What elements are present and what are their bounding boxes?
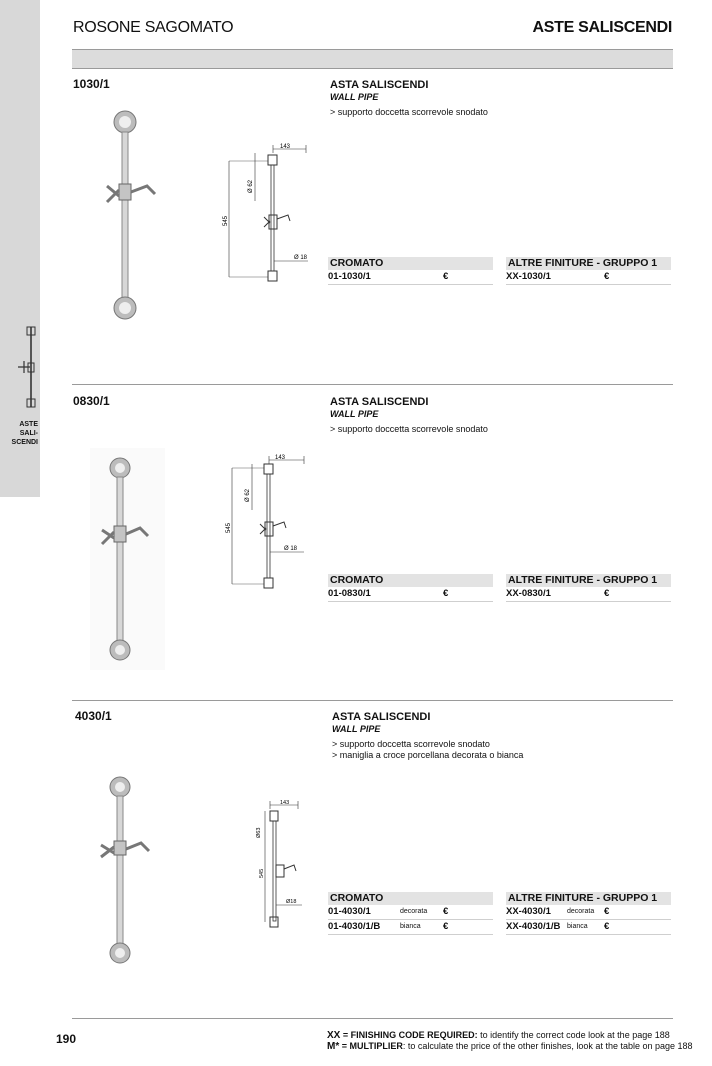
multiplier-note: M* = MULTIPLIER: to calculate the price of the other finishes, look at the table on page 188 bbox=[327, 1041, 693, 1052]
table-row bbox=[328, 905, 493, 920]
table-row bbox=[328, 920, 493, 935]
article-code: 01-0830/1 bbox=[328, 588, 371, 599]
price-cell: € bbox=[604, 588, 610, 599]
article-code: XX-1030/1 bbox=[506, 271, 551, 282]
price-table-chromed bbox=[328, 892, 493, 935]
feature-item: > supporto doccetta scorrevole snodato bbox=[330, 107, 488, 117]
dim-width: 143 bbox=[280, 144, 291, 150]
product-subtitle: WALL PIPE bbox=[332, 724, 381, 734]
price-cell: € bbox=[604, 271, 610, 282]
finishing-code-note: XX = FINISHING CODE REQUIRED: to identify the correct code look at the page 188 bbox=[327, 1030, 670, 1041]
product-title: ASTA SALISCENDI bbox=[332, 711, 431, 723]
product-photo bbox=[95, 108, 175, 323]
product-code: 4030/1 bbox=[75, 709, 112, 723]
dim-bar: Ø 18 bbox=[284, 546, 298, 552]
price-table-other-finishes bbox=[506, 892, 671, 935]
header-bar bbox=[72, 49, 673, 69]
feature-item: > supporto doccetta scorrevole snodato bbox=[332, 739, 490, 749]
dim-rosette: Ø 62 bbox=[245, 488, 251, 502]
article-code: 01-4030/1 bbox=[328, 906, 371, 917]
price-table-other-finishes bbox=[506, 257, 671, 285]
product-photo bbox=[95, 773, 165, 968]
article-code: XX-0830/1 bbox=[506, 588, 551, 599]
variant-label: decorata bbox=[567, 908, 595, 915]
product-title: ASTA SALISCENDI bbox=[330, 396, 429, 408]
footer-divider bbox=[72, 1018, 673, 1019]
price-cell: € bbox=[604, 921, 610, 932]
technical-drawing bbox=[250, 797, 310, 932]
page-number: 190 bbox=[56, 1032, 77, 1046]
article-code: 01-4030/1/B bbox=[328, 921, 381, 932]
table-row bbox=[506, 920, 671, 935]
dim-height: 545 bbox=[259, 868, 265, 878]
wall-pipe-icon bbox=[10, 325, 40, 410]
article-code: 01-1030/1 bbox=[328, 271, 371, 282]
dim-width: 143 bbox=[280, 800, 290, 806]
technical-drawing bbox=[222, 452, 317, 592]
table-header: CROMATO bbox=[328, 892, 493, 905]
article-code: XX-4030/1 bbox=[506, 906, 551, 917]
price-table-chromed bbox=[328, 257, 493, 285]
section-divider bbox=[72, 700, 673, 701]
feature-item: > supporto doccetta scorrevole snodato bbox=[330, 424, 488, 434]
price-cell: € bbox=[443, 588, 449, 599]
table-header: ALTRE FINITURE - GRUPPO 1 bbox=[506, 574, 671, 587]
side-tab-label: ASTE SALI- SCENDI bbox=[11, 421, 38, 446]
variant-label: bianca bbox=[400, 923, 421, 930]
category-title: ASTE SALISCENDI bbox=[532, 19, 672, 36]
product-subtitle: WALL PIPE bbox=[330, 92, 379, 102]
feature-item: > maniglia a croce porcellana decorata o bianca bbox=[332, 750, 524, 760]
dim-bar: Ø 18 bbox=[294, 255, 308, 261]
article-code: XX-4030/1/B bbox=[506, 921, 561, 932]
dim-height: 545 bbox=[226, 522, 232, 533]
table-row bbox=[328, 587, 493, 602]
dim-width: 143 bbox=[275, 455, 286, 461]
technical-drawing bbox=[218, 143, 313, 283]
table-header: ALTRE FINITURE - GRUPPO 1 bbox=[506, 257, 671, 270]
product-code: 1030/1 bbox=[73, 77, 110, 91]
product-code: 0830/1 bbox=[73, 394, 110, 408]
section-title: ROSONE SAGOMATO bbox=[73, 19, 234, 36]
dim-rosette: Ø 62 bbox=[248, 179, 254, 193]
dim-height: 545 bbox=[223, 215, 229, 226]
variant-label: bianca bbox=[567, 923, 588, 930]
dim-rosette: Ø63 bbox=[256, 827, 262, 838]
product-subtitle: WALL PIPE bbox=[330, 409, 379, 419]
table-row bbox=[506, 270, 671, 285]
price-table-other-finishes bbox=[506, 574, 671, 602]
table-header: CROMATO bbox=[328, 574, 493, 587]
price-table-chromed bbox=[328, 574, 493, 602]
table-header: ALTRE FINITURE - GRUPPO 1 bbox=[506, 892, 671, 905]
price-cell: € bbox=[443, 906, 449, 917]
product-title: ASTA SALISCENDI bbox=[330, 79, 429, 91]
variant-label: decorata bbox=[400, 908, 428, 915]
dim-bar: Ø18 bbox=[286, 899, 297, 905]
side-tab bbox=[0, 0, 40, 497]
table-header: CROMATO bbox=[328, 257, 493, 270]
price-cell: € bbox=[443, 921, 449, 932]
section-divider bbox=[72, 384, 673, 385]
table-row bbox=[328, 270, 493, 285]
price-cell: € bbox=[604, 906, 610, 917]
product-photo bbox=[90, 448, 165, 670]
table-row bbox=[506, 587, 671, 602]
price-cell: € bbox=[443, 271, 449, 282]
table-row bbox=[506, 905, 671, 920]
